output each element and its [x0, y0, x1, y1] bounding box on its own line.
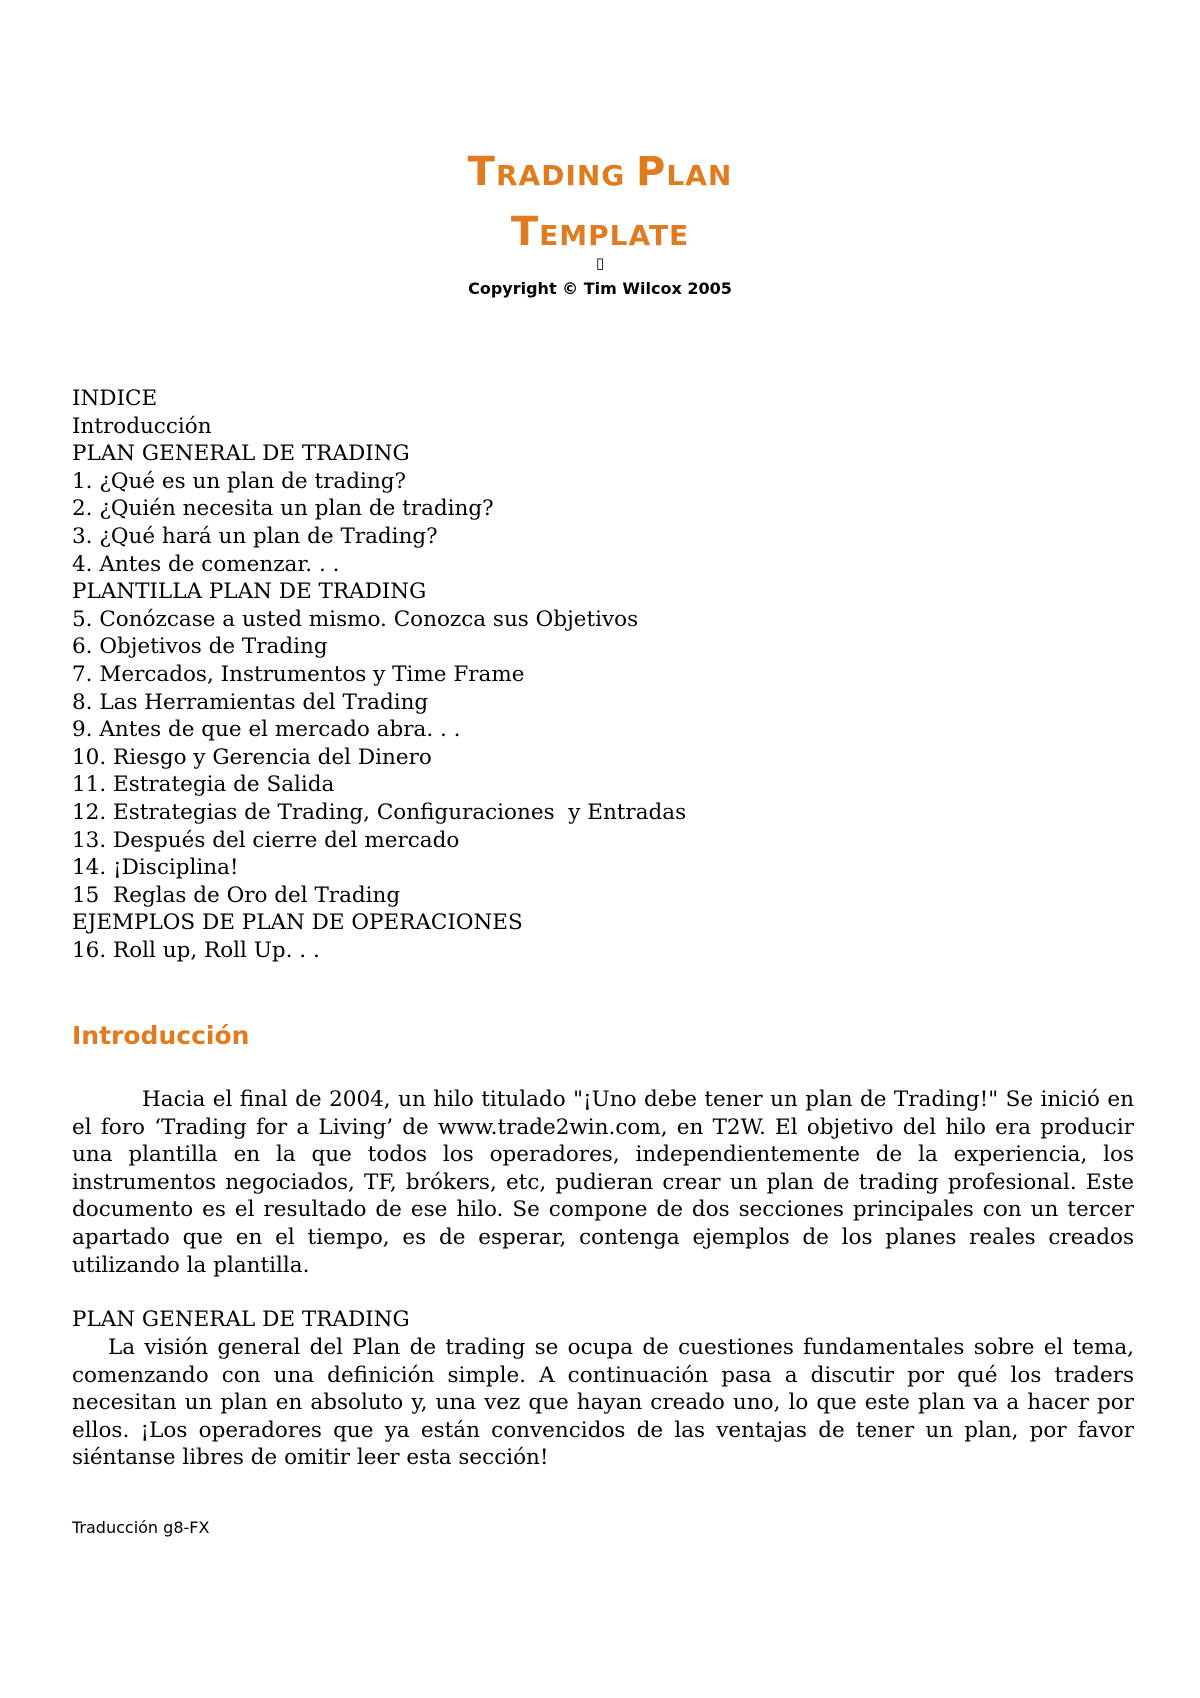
toc-item: EJEMPLOS DE PLAN DE OPERACIONES — [72, 910, 523, 936]
toc-item: 14. ¡Disciplina! — [72, 855, 239, 881]
toc-item: PLANTILLA PLAN DE TRADING — [72, 579, 427, 605]
toc-item: 11. Estrategia de Salida — [72, 772, 335, 798]
title-initial-p: P — [636, 149, 667, 195]
toc-item: 1. ¿Qué es un plan de trading? — [72, 468, 406, 494]
toc-item: 15 Reglas de Oro del Trading — [72, 882, 401, 908]
toc-item: 12. Estrategias de Trading, Configuraciones y Entradas — [72, 799, 687, 825]
title-placeholder-glyph: ▯ — [595, 254, 605, 272]
title-initial-t: T — [467, 149, 496, 195]
copyright-line: Copyright © Tim Wilcox 2005 — [468, 279, 732, 298]
toc-item: 8. Las Herramientas del Trading — [72, 689, 429, 715]
toc-item: 4. Antes de comenzar. . . — [72, 551, 340, 577]
table-of-contents — [72, 385, 686, 964]
toc-item: 6. Objetivos de Trading — [72, 634, 328, 660]
toc-item: 5. Conózcase a usted mismo. Conozca sus Objetivos — [72, 606, 639, 632]
toc-item: 3. ¿Qué hará un plan de Trading? — [72, 523, 438, 549]
toc-item: 10. Riesgo y Gerencia del Dinero — [72, 744, 432, 770]
document-title-line-2 — [0, 209, 1200, 255]
intro-paragraph: Hacia el final de 2004, un hilo titulado "¡Uno debe tener un plan de Trading!" Se inició en el foro ‘Trading for a Living’ de www.trade2win.com, en T2W. El objetivo del hilo era producir una plantilla en la que todos los operadores, independientemente de la experiencia, los instrumentos negociados, TF, brókers, etc, pudieran crear un plan de trading profesional. Este documento es el resultado de ese hilo. Se compone de dos secciones principales con un tercer apartado que en el tiempo, es de esperar, contenga ejemplos de los planes reales creados utilizando la plantilla. — [72, 1087, 1134, 1278]
toc-item: Introducción — [72, 413, 212, 439]
title-rest-emplate: EMPLATE — [539, 219, 690, 252]
toc-item: 2. ¿Quién necesita un plan de trading? — [72, 496, 494, 522]
page-footer: Traducción g8-FX — [72, 1518, 210, 1537]
title-initial-t2: T — [510, 209, 540, 255]
title-rest-lan: LAN — [666, 159, 733, 192]
toc-item: 13. Después del cierre del mercado — [72, 827, 460, 853]
title-rest-rading: RADING — [495, 159, 637, 192]
general-paragraph: La visión general del Plan de trading se ocupa de cuestiones fundamentales sobre el tema, comenzando con una definición simple. A continuación pasa a discutir por qué los traders necesitan un plan en absoluto y, una vez que hayan creado uno, lo que este plan va a hacer por ellos. ¡Los operadores que ya están convencidos de las ventajas de tener un plan, por favor siéntanse libres de omitir leer esta sección! — [72, 1335, 1134, 1471]
section-heading-introduccion: Introducción — [72, 1021, 250, 1050]
toc-item: PLAN GENERAL DE TRADING — [72, 441, 410, 467]
section-label-plan-general: PLAN GENERAL DE TRADING — [72, 1307, 410, 1332]
toc-item: 16. Roll up, Roll Up. . . — [72, 937, 320, 963]
toc-item: INDICE — [72, 386, 158, 411]
toc-item: 9. Antes de que el mercado abra. . . — [72, 717, 461, 743]
document-title-line-1 — [0, 149, 1200, 195]
toc-item: 7. Mercados, Instrumentos y Time Frame — [72, 661, 525, 687]
